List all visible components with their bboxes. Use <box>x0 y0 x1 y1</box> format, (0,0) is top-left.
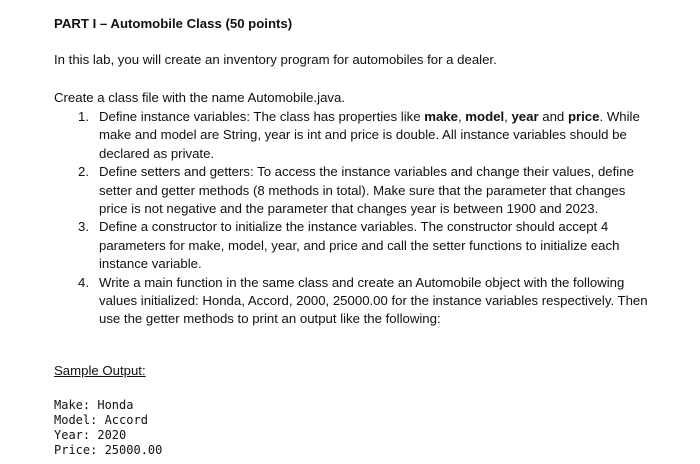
list-item-1 <box>54 108 654 163</box>
list-item-2 <box>54 163 654 218</box>
list-number: 1. <box>78 109 89 124</box>
list-item-text: Define a constructor to initialize the instance variables. The constructor should accept 4 parameters for make, model, year, and price and call the setter functions to initialize each instance variable. <box>99 219 620 272</box>
list-item-3 <box>54 218 654 273</box>
bold-price: price <box>567 109 600 124</box>
sample-output-line: Year: 2020 <box>54 428 127 442</box>
list-number: 4. <box>78 274 89 290</box>
sample-output-block <box>54 398 162 458</box>
bold-year: year <box>511 109 539 124</box>
list-number: 3. <box>78 219 89 235</box>
sample-output-label: Sample Output: <box>54 363 146 378</box>
sample-output-line: Model: Accord <box>54 413 148 427</box>
section-heading: PART I – Automobile Class (50 points) <box>54 16 293 31</box>
sample-output-line: Make: Honda <box>54 398 134 412</box>
bold-model: model <box>465 109 505 124</box>
intro-paragraph: In this lab, you will create an inventory program for automobiles for a dealer. <box>54 52 497 67</box>
list-item-text: Define setters and getters: To access the instance variables and change their values, define setter and getter methods (8 methods in total). Make sure that the parameter that changes price is not negative and the parameter that changes year is between 1900 and 2023. <box>99 164 634 217</box>
sample-output-line: Price: 25000.00 <box>54 443 163 457</box>
list-item-text: Write a main function in the same class and create an Automobile object with the following values initialized: Honda, Accord, 2000, 25000.00 for the instance variables respectively. Then use the getter methods to print an output like the following: <box>99 274 648 327</box>
list-item-text: Define instance variables: The class has properties like make, model, year and price. While make and model are String, year is int and price is double. All instance variables should be declared as private. <box>99 109 640 161</box>
list-item-4 <box>54 274 654 329</box>
list-number: 2. <box>78 164 89 180</box>
create-class-instruction: Create a class file with the name Automobile.java. <box>54 90 346 105</box>
bold-make: make <box>424 109 458 124</box>
instruction-list <box>54 108 654 329</box>
